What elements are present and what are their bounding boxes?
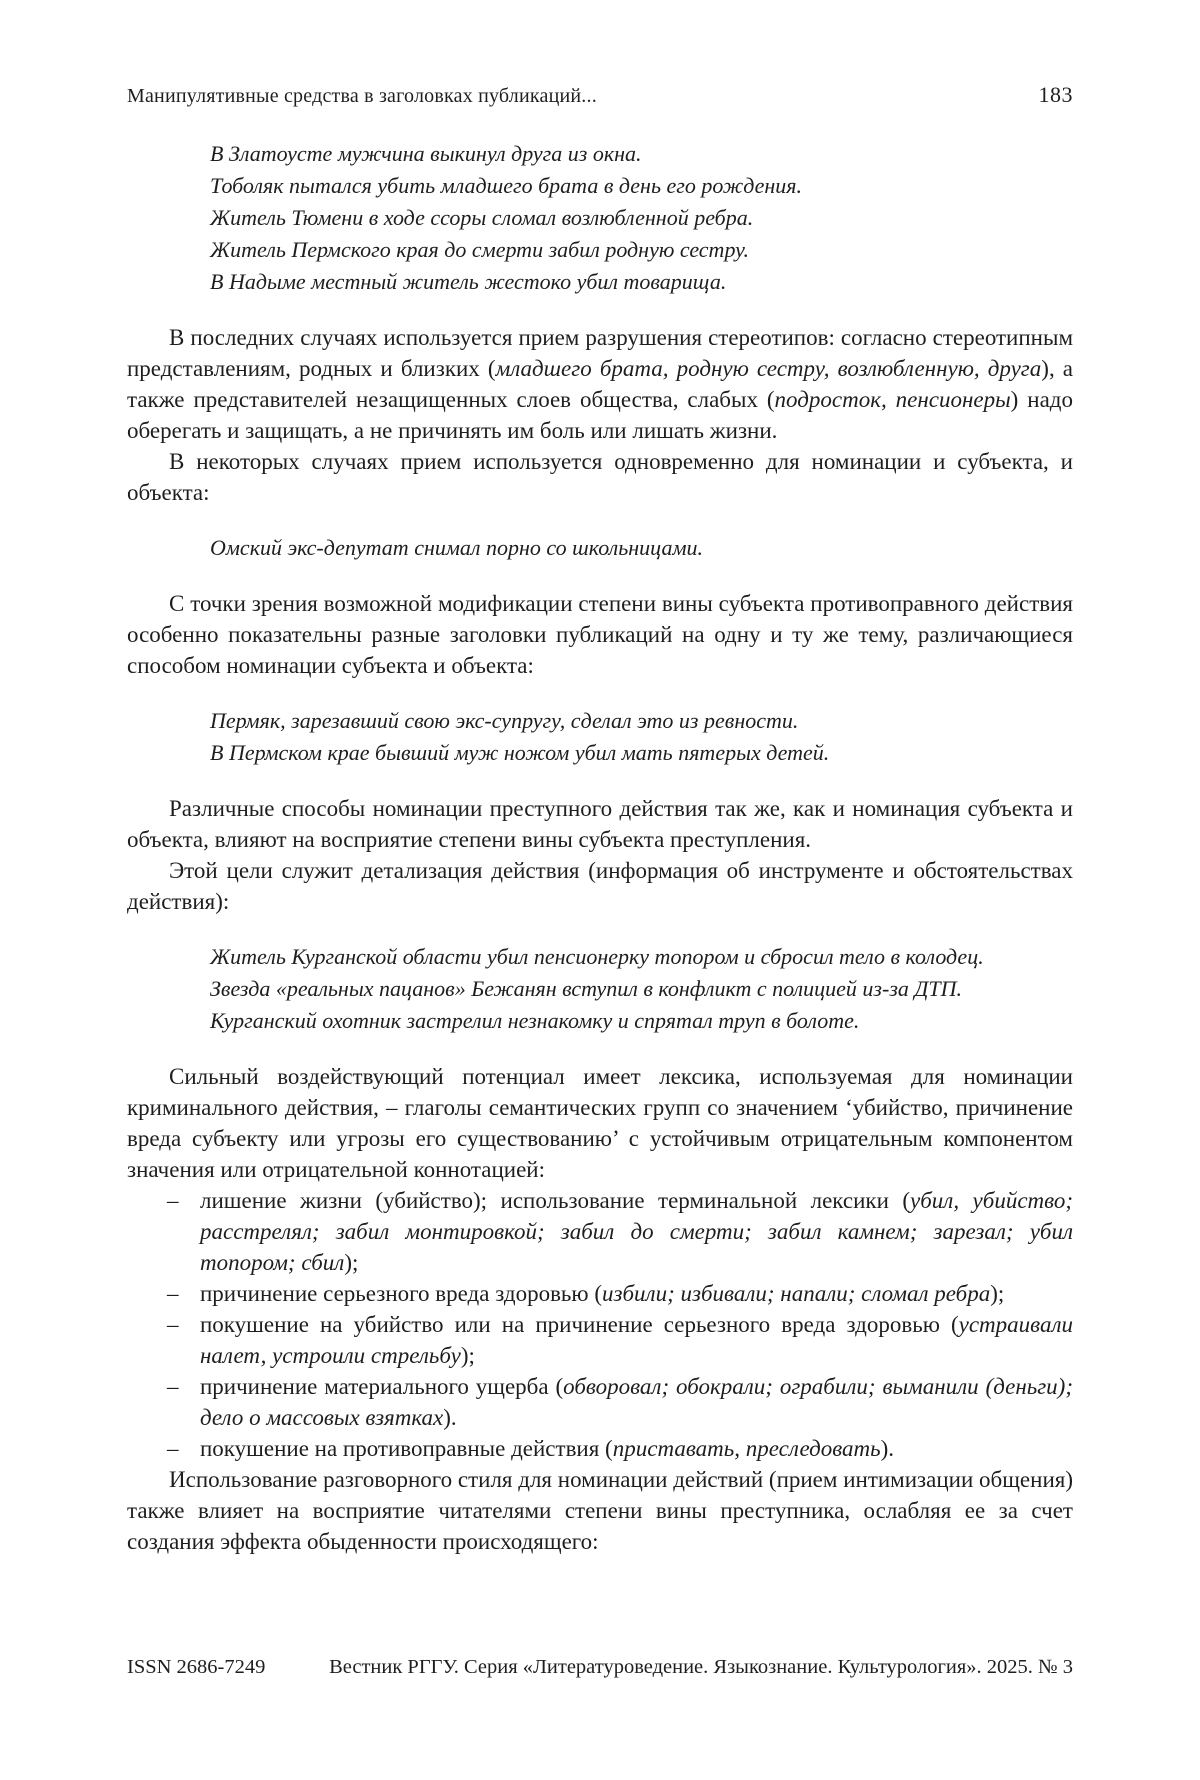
paragraph: [127, 1464, 1073, 1557]
quote-block: [210, 705, 1073, 769]
quote-line: Курганский охотник застрелил незнакомку и спрятал труп в болоте.: [210, 1008, 860, 1033]
italic-run: младшего брата, родную сестру, возлюбленную, друга: [495, 356, 1042, 381]
quote-block: [210, 138, 1073, 298]
text-run: причинение серьезного вреда здоровью (: [200, 1281, 603, 1306]
text-run: );: [460, 1343, 475, 1368]
quote-line: В Надыме местный житель жестоко убил товарища.: [210, 269, 727, 294]
quote-block: [210, 941, 1073, 1037]
list-item-text: [200, 1281, 1004, 1306]
list-item-text: [200, 1312, 1073, 1368]
text-run: С точки зрения возможной модификации степени вины субъекта противоправного действия особенно показательны разные заголовки публикаций на одну и ту же тему, различающиеся способом номинации субъекта и объекта:: [127, 591, 1073, 678]
text-run: причинение материального ущерба (: [200, 1374, 564, 1399]
list-item: [127, 1309, 1073, 1371]
text-run: лишение жизни (убийство); использование терминальной лексики (: [200, 1188, 911, 1213]
quote-block: [210, 532, 1073, 564]
text-run: В некоторых случаях прием используется одновременно для номинации и субъекта, и объекта:: [127, 449, 1073, 505]
paragraph: [127, 322, 1073, 446]
paragraph: [127, 1061, 1073, 1185]
dash-marker: –: [167, 1281, 179, 1306]
page-footer: [127, 1656, 1073, 1679]
paragraph: [127, 588, 1073, 681]
list-item: [127, 1433, 1073, 1464]
quote-line: Пермяк, зарезавший свою экс-супругу, сделал это из ревности.: [210, 708, 799, 733]
italic-run: устраивали налет, устроили стрельбу: [200, 1312, 1073, 1368]
list-item: [127, 1278, 1073, 1309]
quote-line: В Пермском крае бывший муж ножом убил мать пятерых детей.: [210, 740, 830, 765]
italic-run: приставать, преследовать: [612, 1436, 881, 1461]
list-item-text: [200, 1374, 1073, 1430]
page-header: [127, 82, 1073, 108]
quote-line: Омский экс-депутат снимал порно со школьницами.: [210, 535, 703, 560]
text-run: В последних случаях используется прием разрушения стереотипов: согласно стереотипным представлениям, родных и близких (: [127, 325, 1073, 381]
quote-line: Житель Курганской области убил пенсионерку топором и сбросил тело в колодец.: [210, 944, 984, 969]
running-title: Манипулятивные средства в заголовках публикаций...: [127, 85, 597, 107]
paragraph: [127, 855, 1073, 917]
quote-line: Житель Тюмени в ходе ссоры сломал возлюбленной ребра.: [210, 205, 754, 230]
text-run: покушение на убийство или на причинение серьезного вреда здоровью (: [200, 1312, 959, 1337]
dash-list: [127, 1185, 1073, 1464]
dash-marker: –: [167, 1312, 179, 1337]
quote-line: В Златоусте мужчина выкинул друга из окна.: [210, 141, 642, 166]
italic-run: убил, убийство; расстрелял; забил монтировкой; забил до смерти; забил камнем; зарезал; убил топором; сбил: [200, 1188, 1073, 1275]
paragraph: [127, 446, 1073, 508]
list-item-text: [200, 1188, 1073, 1275]
dash-marker: –: [167, 1436, 179, 1461]
italic-run: обворовал; обокрали; ограбили; выманили (деньги); дело о массовых взятках: [200, 1374, 1073, 1430]
text-run: Сильный воздействующий потенциал имеет лексика, используемая для номинации криминального действия, – глаголы семантических групп со значением ‘убийство, причинение вреда субъекту или угрозы его существованию’ с устойчивым отрицательным компонентом значения или отрицательной коннотацией:: [127, 1064, 1073, 1182]
text-run: ).: [443, 1405, 457, 1430]
list-item: [127, 1185, 1073, 1278]
text-run: ), а также представителей незащищенных слоев общества, слабых (: [127, 356, 1073, 412]
text-run: Использование разговорного стиля для номинации действий (прием интимизации общения) также влияет на восприятие читателями степени вины преступника, ослабляя ее за счет создания эффекта обыденности происходящего:: [127, 1467, 1073, 1554]
footer-journal: Вестник РГГУ. Серия «Литературоведение. Языкознание. Культурология». 2025. № 3: [329, 1656, 1073, 1678]
article-body: [127, 138, 1073, 1557]
dash-marker: –: [167, 1188, 179, 1213]
list-item-text: [200, 1436, 894, 1461]
text-run: ).: [880, 1436, 895, 1461]
list-item: [127, 1371, 1073, 1433]
text-run: покушение на противоправные действия (: [200, 1436, 613, 1461]
italic-run: подросток, пенсионеры: [774, 387, 1011, 412]
paragraph: [127, 793, 1073, 855]
footer-issn: ISSN 2686-7249: [127, 1656, 266, 1678]
quote-line: Тоболяк пытался убить младшего брата в день его рождения.: [210, 173, 803, 198]
text-run: Различные способы номинации преступного действия так же, как и номинация субъекта и объекта, влияют на восприятие степени вины субъекта преступления.: [127, 796, 1073, 852]
page-number: 183: [1038, 82, 1073, 107]
dash-marker: –: [167, 1374, 179, 1399]
text-run: );: [990, 1281, 1005, 1306]
text-run: );: [344, 1250, 359, 1275]
text-run: Этой цели служит детализация действия (информация об инструменте и обстоятельствах действия):: [127, 858, 1073, 914]
italic-run: избили; избивали; напали; сломал ребра: [602, 1281, 991, 1306]
text-run: ) надо оберегать и защищать, а не причинять им боль или лишать жизни.: [127, 387, 1073, 443]
quote-line: Житель Пермского края до смерти забил родную сестру.: [210, 237, 750, 262]
quote-line: Звезда «реальных пацанов» Бежанян вступил в конфликт с полицией из-за ДТП.: [210, 976, 963, 1001]
